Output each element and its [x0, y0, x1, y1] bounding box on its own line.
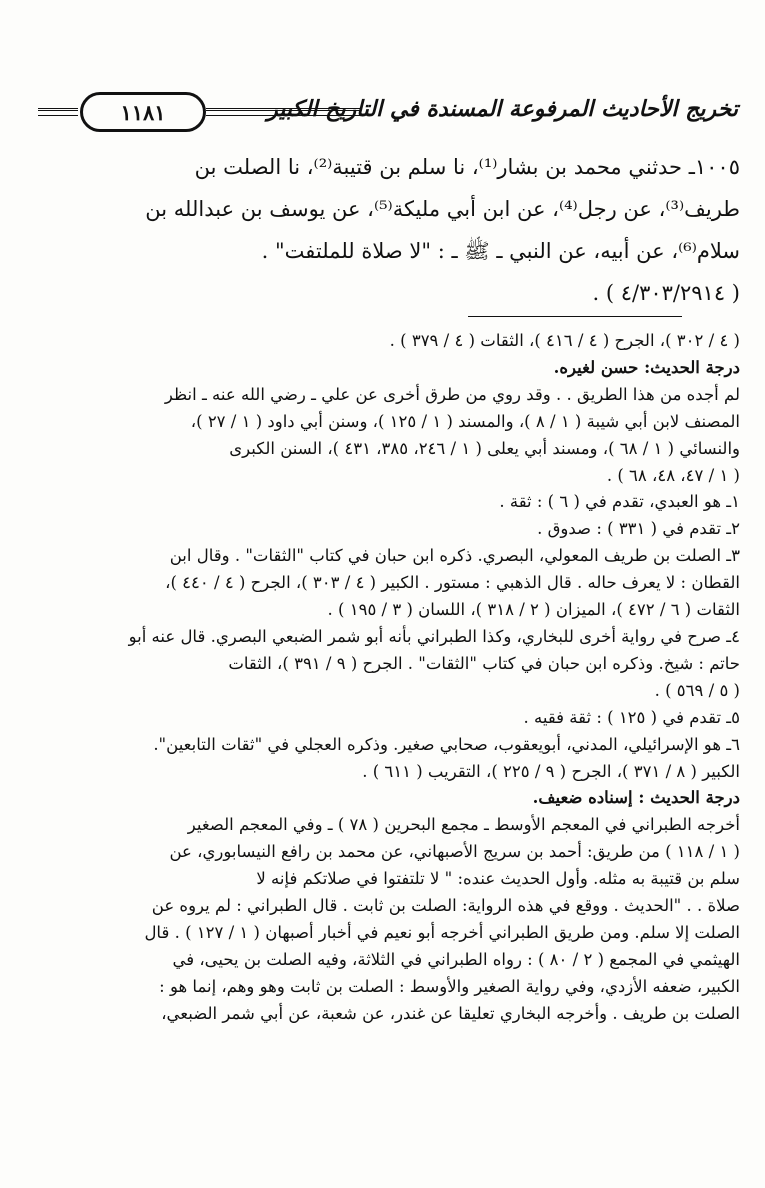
- hadith-text: [38, 146, 740, 314]
- footnote-line: ٥ـ تقدم في ( ١٢٥ ) : ثقة فقيه .: [523, 707, 740, 727]
- hadith-reference: ( ٤/٣٠٣/٢٩١٤ ) .: [592, 281, 740, 305]
- hadith-line: طريف⁽³⁾، عن رجل⁽⁴⁾، عن ابن أبي مليكة⁽⁵⁾، عن يوسف بن عبدالله بن: [145, 197, 740, 221]
- grade-heading: درجة الحديث: حسن لغيره.: [553, 357, 740, 377]
- footnote-line: حاتم : شيخ. وذكره ابن حبان في كتاب "الثقات" . الجرح ( ٩ / ٣٩١ )، الثقات: [228, 653, 740, 673]
- footnote-line: ( ٤ / ٣٠٢ )، الجرح ( ٤ / ٤١٦ )، الثقات ( ٤ / ٣٧٩ ) .: [389, 331, 740, 350]
- header-rule: [206, 108, 361, 116]
- footnote-line: لم أجده من هذا الطريق . . وقد روي من طرق أخرى عن علي ـ رضي الله عنه ـ انظر: [164, 384, 740, 404]
- footnote-line: القطان : لا يعرف حاله . قال الذهبي : مستور . الكبير ( ٤ / ٣٠٣ )، الجرح ( ٤ / ٤٤٠ )،: [165, 573, 740, 593]
- footnote-line: ٢ـ تقدم في ( ٣٣١ ) : صدوق .: [537, 519, 740, 539]
- hadith-line: سلام⁽⁶⁾، عن أبيه، عن النبي ـ ﷺ ـ : "لا صلاة للملتفت" .: [261, 239, 740, 263]
- hadith-line: ١٠٠٥ـ حدثني محمد بن بشار⁽¹⁾، نا سلم بن قتيبة⁽²⁾، نا الصلت بن: [194, 155, 740, 179]
- footnote-line: سلم بن قتيبة به مثله. وأول الحديث عنده: " لا تلتفتوا في صلاتكم فإنه لا: [256, 869, 740, 889]
- footnotes: [38, 328, 740, 1028]
- footnote-line: الكبير، ضعفه الأزدي، وفي رواية الصغير والأوسط : الصلت بن ثابت وهو وهم، إنما هو :: [159, 976, 740, 996]
- footnote-line: الكبير ( ٨ / ٣٧١ )، الجرح ( ٩ / ٢٢٥ )، التقريب ( ٦١١ ) .: [362, 761, 740, 781]
- page-number: ١١٨١: [80, 92, 206, 132]
- grade-heading: درجة الحديث : إسناده ضعيف.: [532, 788, 740, 808]
- footnote-line: ( ١ / ١١٨ ) من طريق: أحمد بن سريج الأصبهاني، عن محمد بن رافع النيسابوري، عن: [169, 842, 740, 862]
- footnote-line: ( ٥ / ٥٦٩ ) .: [654, 680, 740, 700]
- footnote-line: ( ١ / ٤٧، ٤٨، ٦٨ ) .: [606, 465, 740, 485]
- footnote-line: ٣ـ الصلت بن طريف المعولي، البصري. ذكره ابن حبان في كتاب "الثقات" . وقال ابن: [169, 546, 740, 566]
- header-rule-left: [38, 108, 78, 116]
- footnote-line: الصلت إلا سلم. ومن طريق الطبراني أخرجه أبو نعيم في أخبار أصبهان ( ١ / ١٢٧ ) . قال: [144, 922, 740, 942]
- footnote-line: الثقات ( ٦ / ٤٧٢ )، الميزان ( ٢ / ٣١٨ )، اللسان ( ٣ / ١٩٥ ) .: [327, 600, 740, 620]
- footnote-line: ٤ـ صرح في رواية أخرى للبخاري، وكذا الطبراني بأنه أبو شمر الضبعي البصري. قال عنه أبو: [128, 626, 740, 646]
- footnote-line: صلاة . . "الحديث . ووقع في هذه الرواية: الصلت بن ثابت . قال الطبراني : لم يروه عن: [151, 896, 740, 916]
- footnote-divider: [468, 316, 682, 317]
- footnote-line: أخرجه الطبراني في المعجم الأوسط ـ مجمع البحرين ( ٧٨ ) ـ وفي المعجم الصغير: [187, 815, 740, 835]
- footnote-line: الهيثمي في المجمع ( ٢ / ٨٠ ) : رواه الطبراني في الثلاثة، وفيه الصلت بن يحيى، في: [172, 949, 740, 969]
- book-title: تخريج الأحاديث المرفوعة المسندة في التاريخ الكبير: [267, 96, 738, 122]
- footnote-line: والنسائي ( ١ / ٦٨ )، ومسند أبي يعلى ( ١ / ٢٤٦، ٣٨٥، ٤٣١ )، السنن الكبرى: [229, 438, 740, 458]
- footnote-line: ١ـ هو العبدي، تقدم في ( ٦ ) : ثقة .: [499, 492, 740, 512]
- footnote-line: الصلت بن طريف . وأخرجه البخاري تعليقا عن غندر، عن شعبة، عن أبي شمر الضبعي،: [161, 1003, 740, 1023]
- footnote-line: المصنف لابن أبي شيبة ( ١ / ٨ )، والمسند ( ١ / ١٢٥ )، وسنن أبي داود ( ١ / ٢٧ )،: [190, 411, 740, 431]
- page-header: [38, 92, 738, 136]
- footnote-line: ٦ـ هو الإسرائيلي، المدني، أبويعقوب، صحابي صغير. وذكره العجلي في "ثقات التابعين".: [153, 734, 740, 754]
